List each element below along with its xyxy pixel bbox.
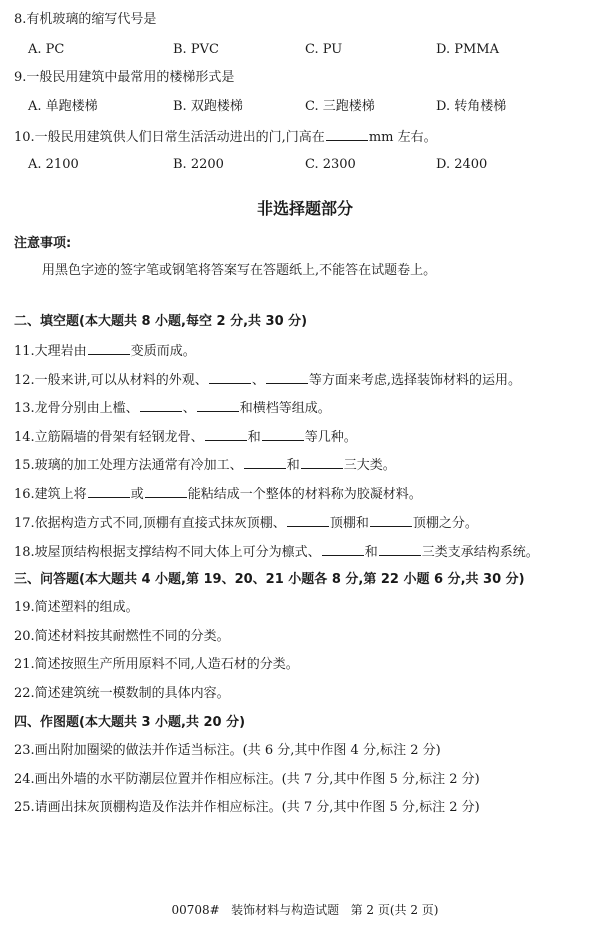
section-title: 非选择题部分 — [256, 199, 353, 218]
question-11 — [14, 342, 596, 360]
question-24: 24.画出外墙的水平防潮层位置并作相应标注。(共 7 分,其中作图 5 分,标注 2 分) — [14, 772, 480, 787]
q12-text: 、 — [251, 373, 265, 388]
question-9: 9.一般民用建筑中最常用的楼梯形式是 — [14, 70, 235, 85]
q15-text: 15.玻璃的加工处理方法通常有冷加工、 — [14, 458, 243, 473]
question-13 — [14, 399, 596, 417]
notice-title: 注意事项: — [14, 236, 72, 251]
q16-text: 或 — [130, 487, 144, 502]
q18-text: 和 — [364, 545, 378, 560]
answer-blank — [370, 514, 412, 527]
answer-blank — [205, 428, 247, 441]
question-21: 21.简述按照生产所用原料不同,人造石材的分类。 — [14, 657, 299, 672]
q13-text: 13.龙骨分别由上槛、 — [14, 401, 139, 416]
answer-blank — [301, 456, 343, 469]
q12-text: 等方面来考虑,选择装饰材料的运用。 — [308, 373, 521, 388]
answer-blank — [379, 543, 421, 556]
q13-text: 和横档等组成。 — [239, 401, 331, 416]
answer-blank — [88, 485, 130, 498]
question-19: 19.简述塑料的组成。 — [14, 600, 139, 615]
option-b: B. 2200 — [173, 157, 224, 172]
answer-blank — [244, 456, 286, 469]
option-a: A. 2100 — [28, 157, 79, 172]
answer-blank — [88, 342, 130, 355]
option-d: D. 转角楼梯 — [436, 99, 507, 114]
part-3-heading: 三、问答题(本大题共 4 小题,第 19、20、21 小题各 8 分,第 22 小题 6 分,共 30 分) — [14, 572, 525, 587]
q18-text: 18.坡屋顶结构根据支撑结构不同大体上可分为檩式、 — [14, 545, 321, 560]
q13-text: 、 — [182, 401, 196, 416]
answer-blank — [197, 399, 239, 412]
question-17 — [14, 514, 596, 532]
q15-text: 三大类。 — [343, 458, 396, 473]
q11-text: 变质而成。 — [130, 344, 196, 359]
q17-text: 顶棚之分。 — [412, 516, 478, 531]
q15-text: 和 — [286, 458, 300, 473]
notice-body: 用黑色字迹的签字笔或钢笔将答案写在答题纸上,不能答在试题卷上。 — [42, 263, 437, 278]
question-8: 8.有机玻璃的缩写代号是 — [14, 12, 157, 27]
answer-blank — [145, 485, 187, 498]
option-c: C. 三跑楼梯 — [305, 99, 375, 114]
question-10-text-before: 10.一般民用建筑供人们日常生活活动进出的门,门高在 — [14, 130, 325, 145]
answer-blank — [266, 371, 308, 384]
question-10-text-after: mm 左右。 — [368, 130, 437, 145]
q16-text: 16.建筑上将 — [14, 487, 87, 502]
question-14 — [14, 428, 596, 446]
option-c: C. PU — [305, 42, 343, 57]
option-d: D. PMMA — [436, 42, 499, 57]
question-16 — [14, 485, 596, 503]
option-b: B. 双跑楼梯 — [173, 99, 243, 114]
page-footer: 00708# 装饰材料与构造试题 第 2 页(共 2 页) — [171, 903, 439, 917]
q12-text: 12.一般来讲,可以从材料的外观、 — [14, 373, 208, 388]
q14-text: 14.立筋隔墙的骨架有轻钢龙骨、 — [14, 430, 204, 445]
q14-text: 等几种。 — [304, 430, 357, 445]
q17-text: 顶棚和 — [329, 516, 369, 531]
part-2-heading: 二、填空题(本大题共 8 小题,每空 2 分,共 30 分) — [14, 314, 308, 329]
question-15 — [14, 456, 596, 474]
option-b: B. PVC — [173, 42, 219, 57]
q11-text: 11.大理岩由 — [14, 344, 87, 359]
answer-blank — [287, 514, 329, 527]
question-12 — [14, 371, 596, 389]
answer-blank — [140, 399, 182, 412]
part-4-heading: 四、作图题(本大题共 3 小题,共 20 分) — [14, 715, 246, 730]
answer-blank — [322, 543, 364, 556]
q16-text: 能粘结成一个整体的材料称为胶凝材料。 — [187, 487, 422, 502]
option-d: D. 2400 — [436, 157, 488, 172]
option-a: A. PC — [28, 42, 65, 57]
question-23: 23.画出附加圈梁的做法并作适当标注。(共 6 分,其中作图 4 分,标注 2 分) — [14, 743, 441, 758]
question-22: 22.简述建筑统一模数制的具体内容。 — [14, 686, 230, 701]
question-10 — [14, 128, 596, 146]
q17-text: 17.依据构造方式不同,顶棚有直接式抹灰顶棚、 — [14, 516, 286, 531]
option-c: C. 2300 — [305, 157, 356, 172]
option-a: A. 单跑楼梯 — [28, 99, 98, 114]
question-25: 25.请画出抹灰顶棚构造及作法并作相应标注。(共 7 分,其中作图 5 分,标注 2 分) — [14, 800, 480, 815]
question-18 — [14, 543, 596, 561]
answer-blank — [326, 128, 368, 141]
q14-text: 和 — [247, 430, 261, 445]
q18-text: 三类支承结构系统。 — [421, 545, 539, 560]
answer-blank — [209, 371, 251, 384]
question-20: 20.简述材料按其耐燃性不同的分类。 — [14, 629, 230, 644]
answer-blank — [262, 428, 304, 441]
